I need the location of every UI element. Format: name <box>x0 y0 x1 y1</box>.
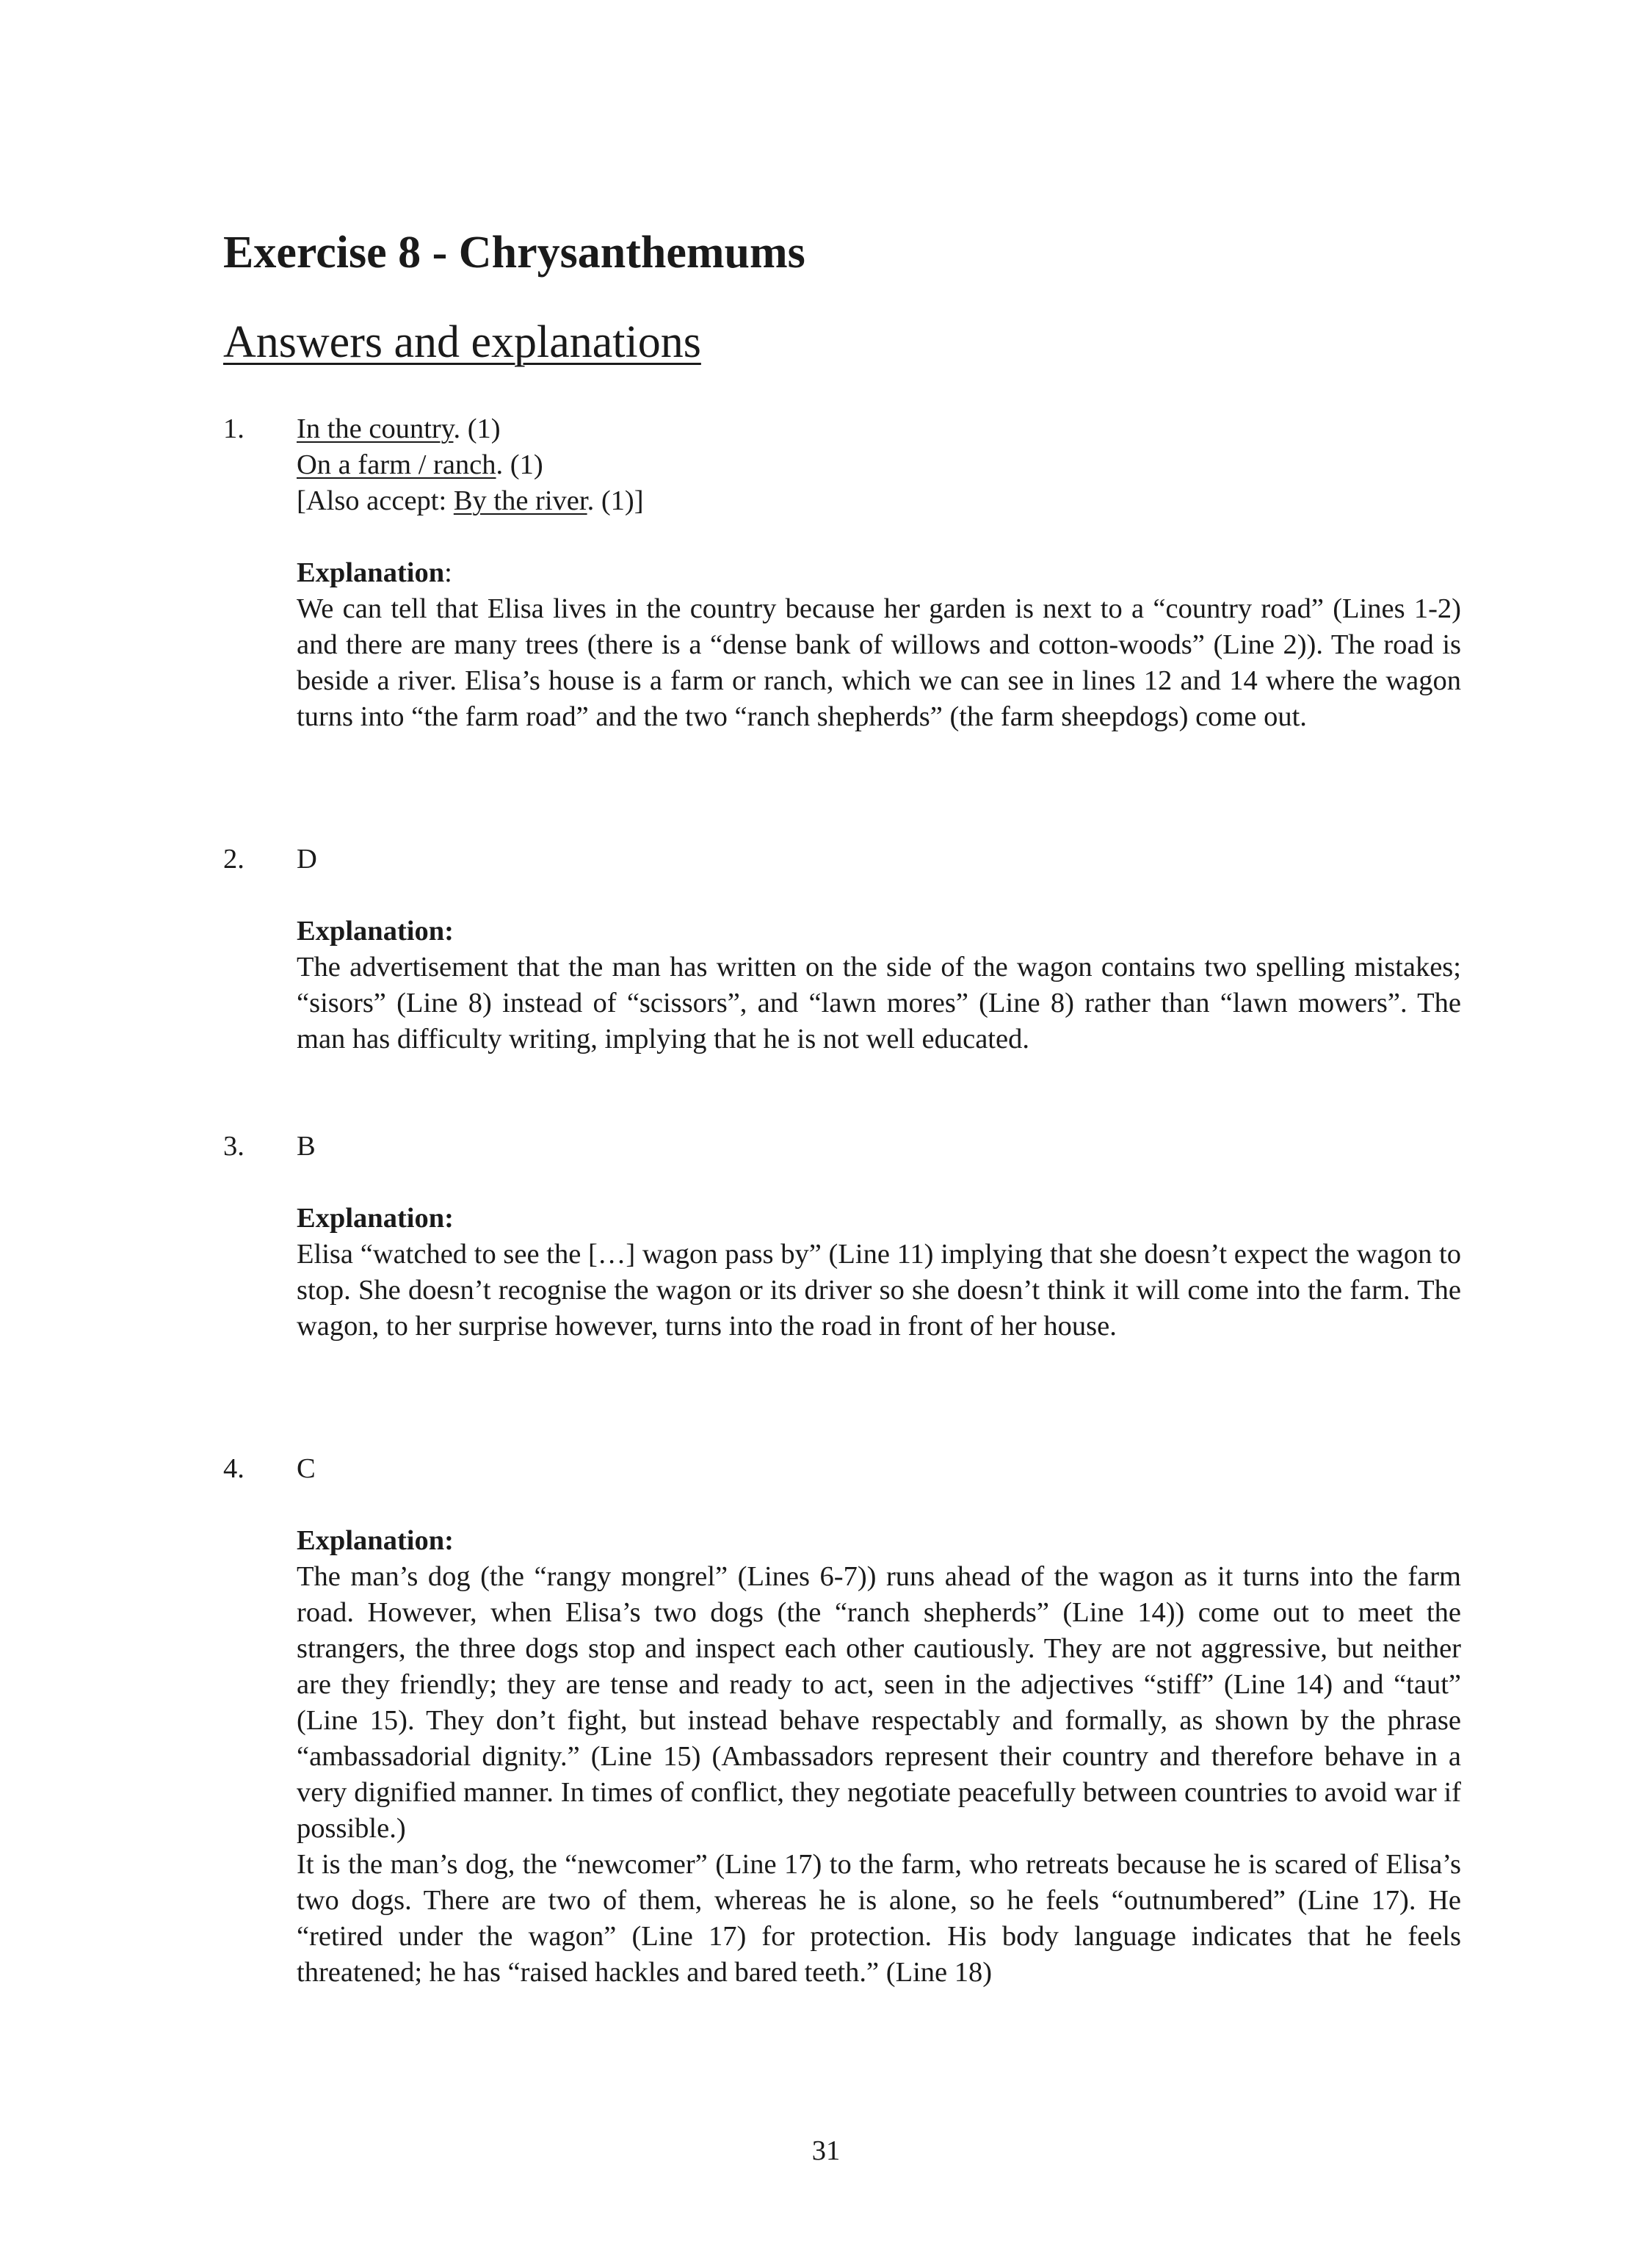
page-number: 31 <box>811 2135 841 2166</box>
question-2-answer: D <box>297 844 317 875</box>
page-title: Exercise 8 - Chrysanthemums <box>223 228 805 278</box>
question-2-body <box>297 842 1461 1057</box>
question-1-number: 1. <box>223 413 244 444</box>
question-2-explanation: The advertisement that the man has written on the side of the wagon contains two spelling mistakes; “sisors” (Line 8) instead of “scissors”, and “lawn mores” (Line 8) rather than “lawn mowers”. The man has difficulty writing, implying that he is not well educated. <box>297 952 1461 1054</box>
answer-underlined-text: On a farm / ranch <box>297 449 496 480</box>
question-4-body <box>297 1451 1461 1991</box>
question-1-explanation-heading <box>297 555 1461 591</box>
explanation-colon: : <box>444 557 452 588</box>
question-1-answer-3 <box>297 483 1461 519</box>
question-1-answer-1 <box>297 411 1461 447</box>
question-1-answer-2 <box>297 447 1461 483</box>
answer-mark: . (1)] <box>587 485 644 516</box>
question-4-explanation-heading: Explanation: <box>297 1525 454 1556</box>
question-3-explanation-heading: Explanation: <box>297 1203 454 1234</box>
question-3-answer: B <box>297 1131 316 1162</box>
answer-underlined-text: In the country <box>297 413 454 444</box>
question-4-number: 4. <box>223 1453 244 1484</box>
question-3-number: 3. <box>223 1131 244 1162</box>
question-1-body <box>297 411 1461 735</box>
answer-mark: . (1) <box>496 449 543 480</box>
question-4-explanation-paragraph-1: The man’s dog (the “rangy mongrel” (Lines 6-7)) runs ahead of the wagon as it turns into the farm road. However, when Elisa’s two dogs (the “ranch shepherds” (Line 14)) come out to meet the strangers, the three dogs stop and inspect each other cautiously. They are not aggressive, but neither are they friendly; they are tense and ready to act, seen in the adjectives “stiff” (Line 14) and “taut” (Line 15). They don’t fight, but instead behave respectably and formally, as shown by the phrase “ambassadorial dignity.” (Line 15) (Ambassadors represent their country and therefore behave in a very dignified manner. In times of conflict, they negotiate peacefully between countries to avoid war if possible.) <box>297 1561 1461 1844</box>
question-2-number: 2. <box>223 844 244 875</box>
answer-mark: . (1) <box>453 413 501 444</box>
question-1-explanation: We can tell that Elisa lives in the country because her garden is next to a “country road” (Lines 1-2) and there are many trees (there is a “dense bank of willows and cotton-woods” (Line 2)). The road is beside a river. Elisa’s house is a farm or ranch, which we can see in lines 12 and 14 where the wagon turns into “the farm road” and the two “ranch shepherds” (the farm sheepdogs) come out. <box>297 593 1461 732</box>
question-3-explanation: Elisa “watched to see the […] wagon pass by” (Line 11) implying that she doesn’t expect the wagon to stop. She doesn’t recognise the wagon or its driver so she doesn’t think it will come into the farm. The wagon, to her surprise however, turns into the road in front of her house. <box>297 1239 1461 1342</box>
question-3-body <box>297 1129 1461 1345</box>
question-4-explanation-paragraph-2: It is the man’s dog, the “newcomer” (Line 17) to the farm, who retreats because he is scared of Elisa’s two dogs. There are two of them, whereas he is alone, so he feels “outnumbered” (Line 17). He “retired under the wagon” (Line 17) for protection. His body language indicates that he feels threatened; he has “raised hackles and bared teeth.” (Line 18) <box>297 1849 1461 1988</box>
page-subtitle: Answers and explanations <box>223 317 701 367</box>
question-4-answer: C <box>297 1453 316 1484</box>
explanation-label: Explanation <box>297 557 445 588</box>
answer-prefix: [Also accept: <box>297 485 454 516</box>
question-2-explanation-heading: Explanation: <box>297 916 454 947</box>
answer-underlined-text: By the river <box>453 485 587 516</box>
